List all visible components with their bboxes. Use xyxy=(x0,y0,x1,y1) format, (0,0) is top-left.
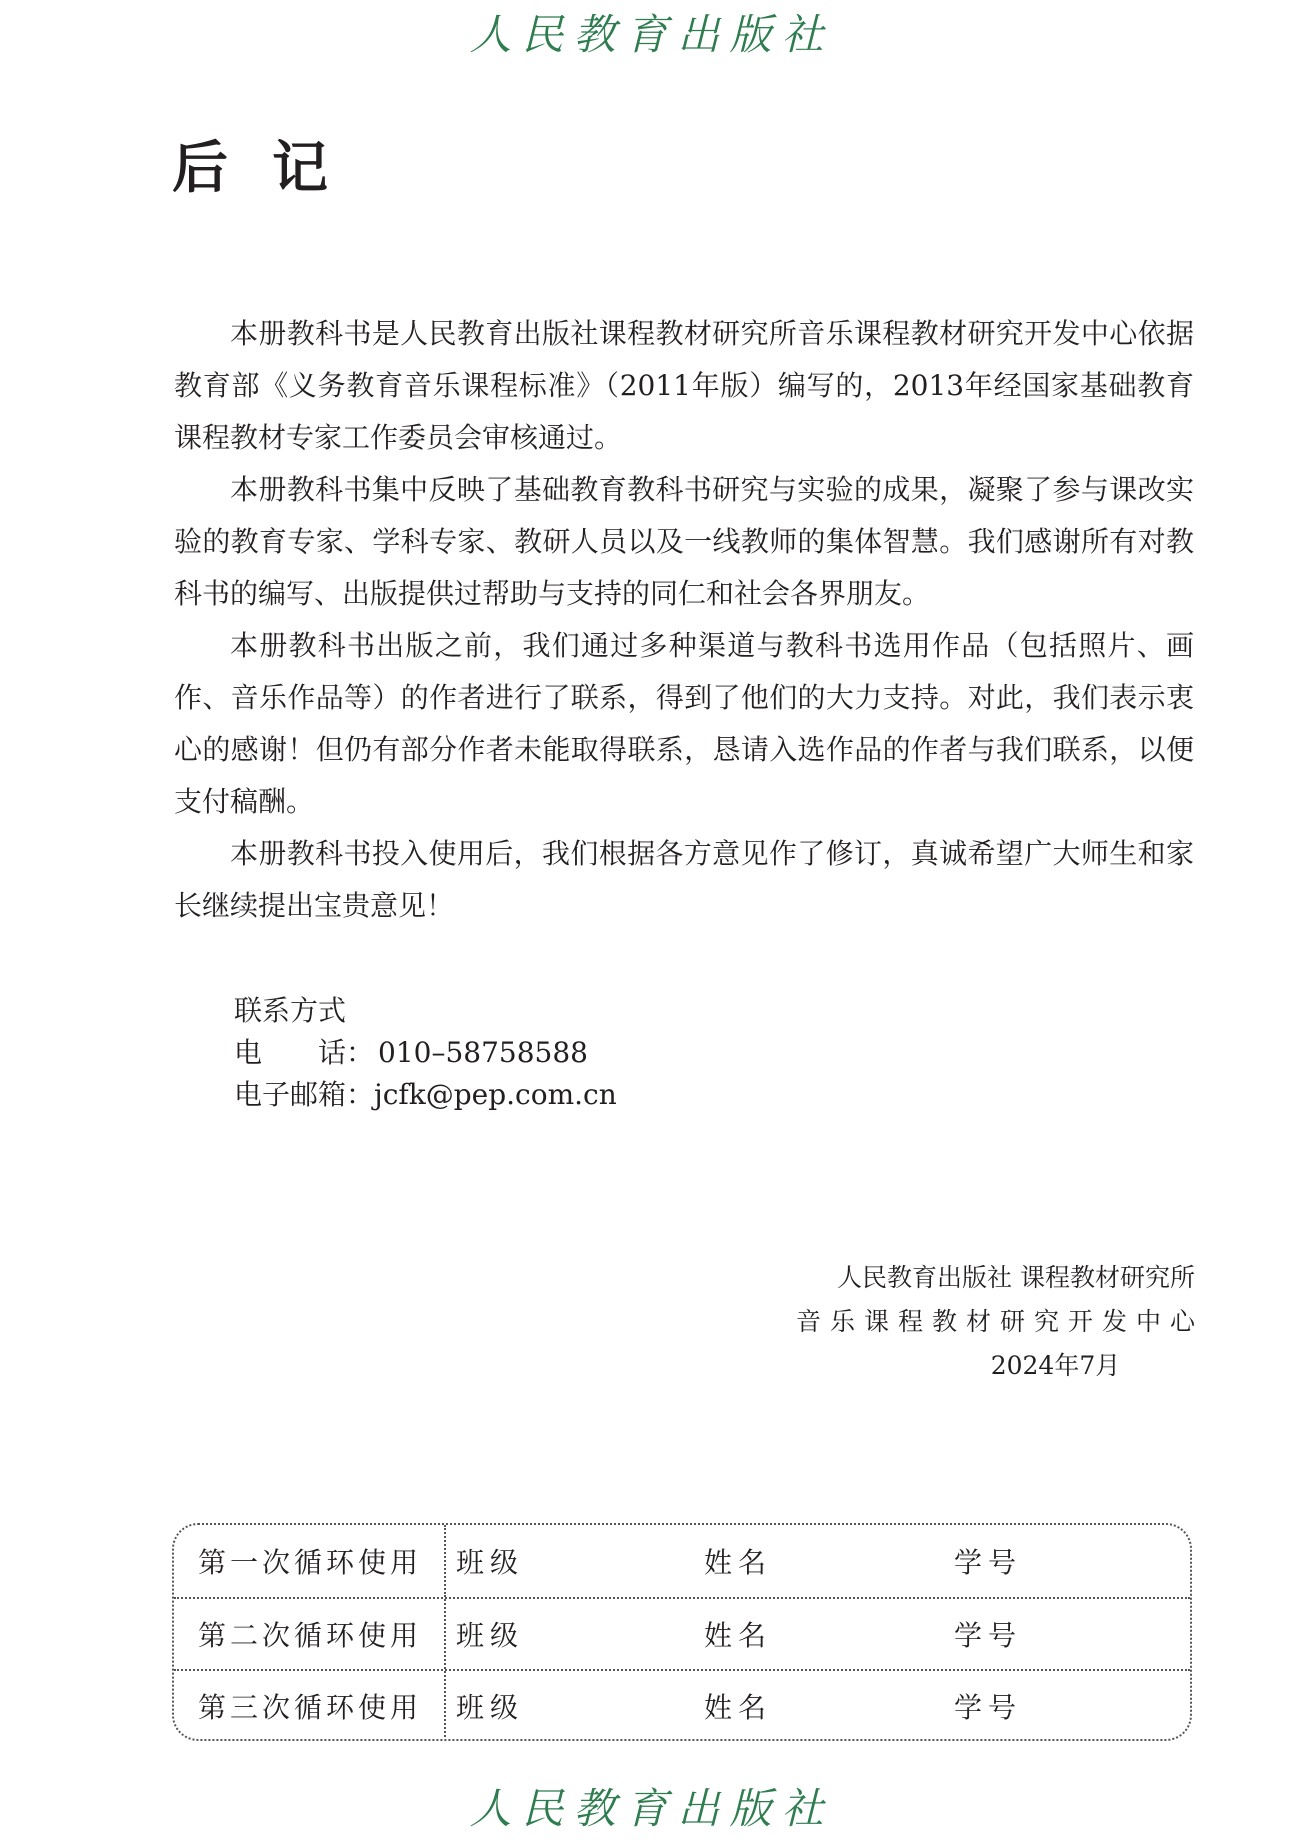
class-label: 班级 xyxy=(456,1546,525,1579)
phone-label: 电 话： xyxy=(234,1036,375,1069)
recycling-usage-table xyxy=(172,1523,1192,1741)
class-label: 班级 xyxy=(456,1619,525,1652)
paragraph: 本册教科书集中反映了基础教育教科书研究与实验的成果，凝聚了参与课改实验的教育专家、学科专家、教研人员以及一线教师的集体智慧。我们感谢所有对教科书的编写、出版提供过帮助与支持的同仁和社会各界朋友。 xyxy=(174,473,1194,610)
contact-email-row xyxy=(234,1074,617,1116)
email-address: jcfk@pep.com.cn xyxy=(374,1078,617,1111)
usage-round-label: 第三次循环使用 xyxy=(174,1671,446,1741)
paragraph: 本册教科书出版之前，我们通过多种渠道与教科书选用作品（包括照片、画作、音乐作品等）的作者进行了联系，得到了他们的大力支持。对此，我们表示衷心的感谢！但仍有部分作者未能取得联系，恳请入选作品的作者与我们联系，以便支付稿酬。 xyxy=(174,629,1194,818)
contact-info xyxy=(234,990,617,1116)
contact-phone-row xyxy=(234,1032,617,1074)
signature-date: 2024年7月 xyxy=(990,1351,1121,1380)
student-id-label: 学号 xyxy=(954,1546,1023,1579)
contact-heading: 联系方式 xyxy=(234,994,347,1027)
table-row xyxy=(174,1525,1190,1597)
usage-round-label: 第二次循环使用 xyxy=(174,1599,446,1669)
signature-org-line1: 人民教育出版社 课程教材研究所 xyxy=(837,1263,1195,1292)
publisher-logo-bottom: 人民教育出版社 xyxy=(469,1784,834,1833)
page-title: 后记 xyxy=(172,135,372,201)
student-id-label: 学号 xyxy=(954,1619,1023,1652)
email-label: 电子邮箱： xyxy=(234,1078,375,1111)
signature-block xyxy=(795,1256,1204,1388)
name-label: 姓名 xyxy=(704,1691,773,1724)
table-row xyxy=(174,1597,1190,1669)
afterword-body xyxy=(174,308,1194,932)
paragraph: 本册教科书投入使用后，我们根据各方意见作了修订，真诚希望广大师生和家长继续提出宝贵意见！ xyxy=(174,837,1194,922)
table-row xyxy=(174,1669,1190,1741)
name-label: 姓名 xyxy=(704,1546,773,1579)
class-label: 班级 xyxy=(456,1691,525,1724)
student-id-label: 学号 xyxy=(954,1691,1023,1724)
paragraph: 本册教科书是人民教育出版社课程教材研究所音乐课程教材研究开发中心依据教育部《义务教育音乐课程标准》（2011年版）编写的，2013年经国家基础教育课程教材专家工作委员会审核通过。 xyxy=(174,317,1194,454)
signature-org-line2: 音乐课程教材研究开发中心 xyxy=(795,1307,1204,1336)
publisher-logo-top: 人民教育出版社 xyxy=(469,10,834,59)
phone-number: 010–58758588 xyxy=(378,1036,588,1069)
usage-round-label: 第一次循环使用 xyxy=(174,1525,446,1597)
name-label: 姓名 xyxy=(704,1619,773,1652)
